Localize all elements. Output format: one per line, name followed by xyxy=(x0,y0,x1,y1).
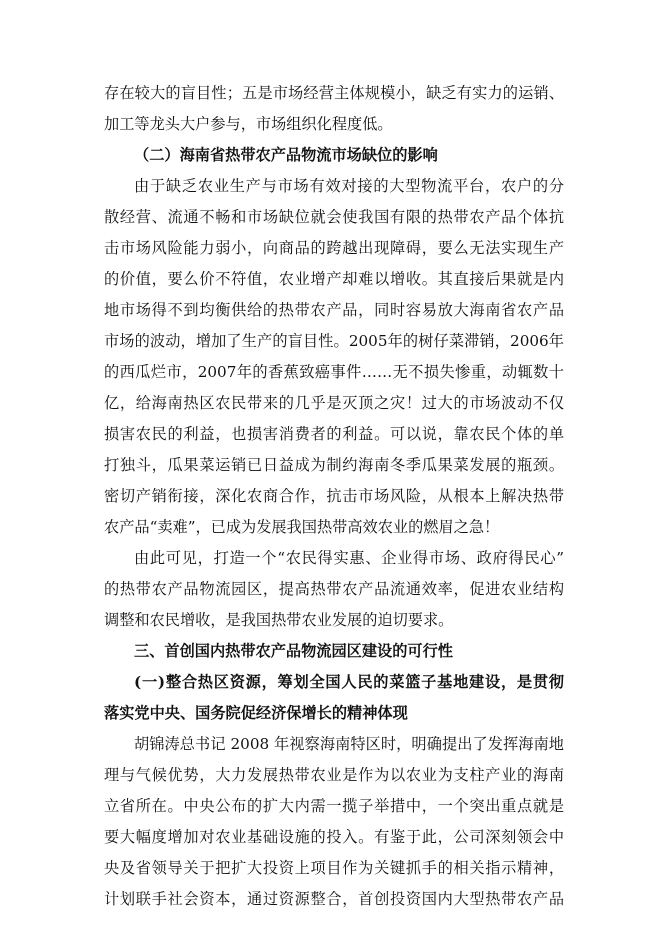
body-line: 调整和农民增收，是我国热带农业发展的迫切要求。 xyxy=(104,611,454,629)
section-subheading-continued: 落实党中央、国务院促经济保增长的精神体现 xyxy=(104,704,408,722)
body-line: 农产品“卖难”，已成为发展我国热带高效农业的燃眉之急！ xyxy=(104,518,500,536)
body-line: 市场的波动，增加了生产的盲目性。2005年的树仔菜滞销，2006年 xyxy=(104,332,564,350)
body-line: 的热带农产品物流园区，提高热带农产品流通效率，促进农业结构 xyxy=(104,580,564,598)
paragraph-first-line: 由于缺乏农业生产与市场有效对接的大型物流平台，农户的分 xyxy=(134,177,564,195)
body-line: 立省所在。中央公布的扩大内需一揽子举措中，一个突出重点就是 xyxy=(104,797,564,815)
body-line: 打独斗，瓜果菜运销已日益成为制约海南冬季瓜果菜发展的瓶颈。 xyxy=(104,456,564,474)
section-subheading: （二）海南省热带农产品物流市场缺位的影响 xyxy=(134,146,438,164)
body-line: 的价值，要么价不符值，农业增产却难以增收。其直接后果就是内 xyxy=(104,270,564,288)
body-line: 的西瓜烂市，2007年的香蕉致癌事件……无不损失惨重，动辄数十 xyxy=(104,363,564,381)
body-line: 存在较大的盲目性；五是市场经营主体规模小，缺乏有实力的运销、 xyxy=(104,84,564,102)
body-line: 理与气候优势，大力发展热带农业是作为以农业为支柱产业的海南 xyxy=(104,766,564,784)
body-line: 击市场风险能力弱小，向商品的跨越出现障碍，要么无法实现生产 xyxy=(104,239,564,257)
section-subheading: (一)整合热区资源，筹划全国人民的菜篮子基地建设，是贯彻 xyxy=(134,673,564,691)
body-line: 密切产销衔接，深化农商合作，抗击市场风险，从根本上解决热带 xyxy=(104,487,564,505)
body-line: 损害农民的利益，也损害消费者的利益。可以说，靠农民个体的单 xyxy=(104,425,564,443)
paragraph-first-line: 胡锦涛总书记 2008 年视察海南特区时，明确提出了发挥海南地 xyxy=(134,735,564,753)
body-line: 计划联手社会资本，通过资源整合，首创投资国内大型热带农产品 xyxy=(104,890,564,908)
paragraph-first-line: 由此可见，打造一个“农民得实惠、企业得市场、政府得民心” xyxy=(134,549,564,567)
body-line: 散经营、流通不畅和市场缺位就会使我国有限的热带农产品个体抗 xyxy=(104,208,564,226)
body-line: 亿，给海南热区农民带来的几乎是灭顶之灾！过大的市场波动不仅 xyxy=(104,394,564,412)
body-line: 加工等龙头大户参与，市场组织化程度低。 xyxy=(104,115,393,133)
body-line: 央及省领导关于把扩大投资上项目作为关键抓手的相关指示精神， xyxy=(104,859,564,877)
body-line: 地市场得不到均衡供给的热带农产品，同时容易放大海南省农产品 xyxy=(104,301,564,319)
section-heading: 三、首创国内热带农产品物流园区建设的可行性 xyxy=(134,642,453,660)
body-line: 要大幅度增加对农业基础设施的投入。有鉴于此，公司深刻领会中 xyxy=(104,828,564,846)
